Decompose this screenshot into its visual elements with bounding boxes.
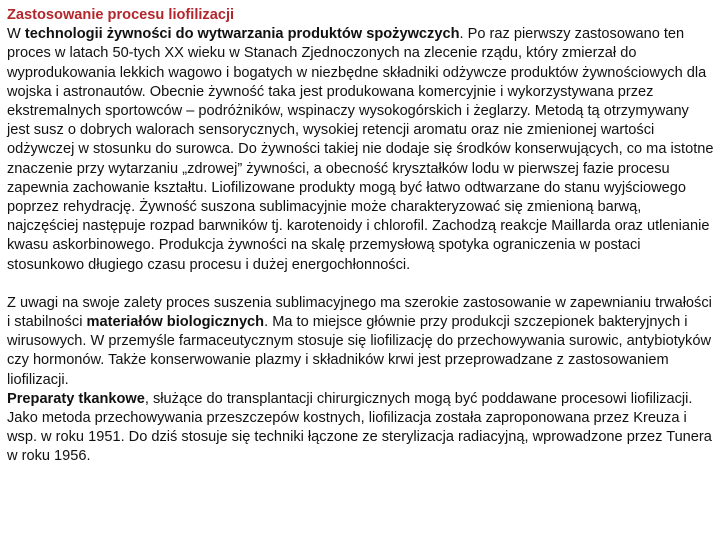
bold-term-tissue-preparations: Preparaty tkankowe	[7, 390, 145, 407]
document-page	[7, 6, 715, 467]
document-title: Zastosowanie procesu liofilizacji	[7, 7, 235, 23]
paragraph-biological-materials	[7, 294, 715, 390]
text-run: . Ma to miejsce głównie przy produkcji szczepionek bakteryjnych i wirusowych. W przemyśle farmaceutycznym stosuje się liofilizację do przechowywania surowic, antybiotyków czy hormonów. Także konserwowanie plazmy i składników krwi jest przeprowadzane z zastosowaniem liofilizacji.	[7, 314, 711, 388]
bold-term-food-technology: technologii żywności do wytwarzania produktów spożywczych	[24, 26, 460, 43]
paragraph-food-technology	[7, 25, 715, 275]
text-run: Z uwagi na swoje zalety proces suszenia sublimacyjnego ma szerokie zastosowanie w zapewnianiu trwałości i stabilności	[7, 294, 712, 331]
text-run: . Po raz pierwszy zastosowano ten proces w latach 50-tych XX wieku w Stanach Zjednoczonych na zlecenie rządu, który zmierzał do wyprodukowania lekkich wagowo i bogatych w niezbędne składniki odżywcze produktów żywnościowych dla wojska i astronautów. Obecnie żywność taka jest produkowana komercyjnie i wykorzystywana przez ekstremalnych sportowców – podróżników, wspinaczy wysokogórskich i żeglarzy. Metodą tą otrzymywany jest susz o dobrych walorach sensorycznych, wysokiej retencji aromatu oraz nie zmienionej wartości odżywczej w stosunku do surowca. Do żywności takiej nie dodaje się środków konserwujących, co ma istotne znaczenie przy wytarzaniu „zdrowej” żywności, a obecność kryształków lodu w pierwszej fazie procesu zapewnia zachowanie kształtu. Liofilizowane produkty mogą być łatwo odtwarzane do stanu wyjściowego poprzez rehydrację. Żywność suszona sublimacyjnie może charakteryzować się zmienioną barwą, najczęściej następuje rozpad barwników tj. karotenoidy i chlorofil. Zachodzą reakcje Maillarda oraz utlenianie kwasu askorbinowego. Produkcja żywności na skalę przemysłową spotyka ograniczenia w postaci stosunkowo długiego czasu procesu i dużej energochłonności.	[7, 26, 714, 273]
paragraph-gap	[7, 275, 715, 294]
paragraph-tissue-preparations	[7, 390, 715, 467]
text-run: W	[7, 26, 25, 43]
text-run: , służące do transplantacji chirurgicznych mogą być poddawane procesowi liofilizacji. Jako metoda przechowywania przeszczepów kostnych, liofilizacja została zaproponowana przez Kreuza i wsp. w roku 1951. Do dziś stosuje się techniki łączone ze sterylizacja radiacyjną, wprowadzone przez Tunera w roku 1956.	[7, 390, 712, 465]
bold-term-biological-materials: materiałów biologicznych	[86, 314, 265, 331]
